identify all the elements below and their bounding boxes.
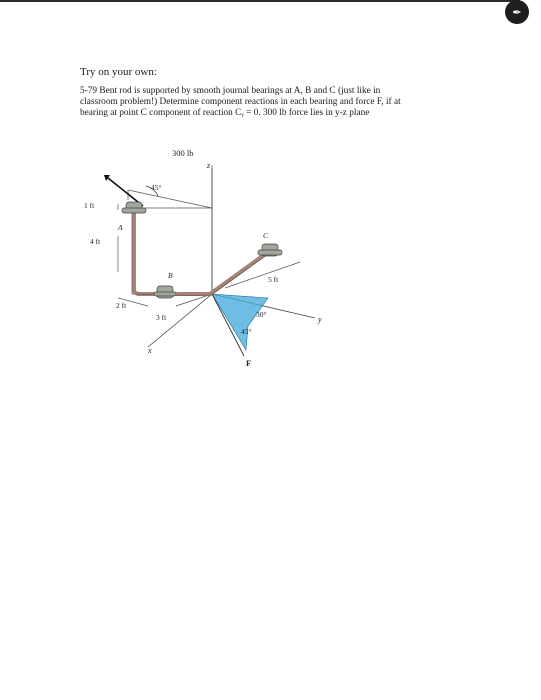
bearing-c — [258, 244, 282, 256]
dim-4ft-label: 4 ft — [90, 237, 101, 246]
y-axis-label: y — [318, 315, 322, 324]
z-axis-label: z — [207, 161, 211, 170]
bearing-b — [154, 286, 176, 298]
dim-3ft-label: 3 ft — [156, 313, 167, 322]
dim-1ft-label: 1 ft — [84, 201, 95, 210]
point-a-label: A — [118, 223, 123, 232]
point-b-label: B — [168, 271, 173, 280]
problem-line: bearing at point C component of reaction Cᵧ = 0. 300 lb force lies in y-z plane — [80, 108, 370, 119]
force-f-label: F — [246, 358, 252, 368]
angle-30-label: 30° — [256, 310, 267, 319]
angle-45-f-label: 45° — [241, 327, 252, 336]
bent-rod — [134, 210, 268, 294]
guide-lines — [118, 165, 300, 306]
dim-5ft-label: 5 ft — [268, 275, 279, 284]
point-c-label: C — [263, 231, 269, 240]
angle-force-label: 45° — [151, 183, 162, 192]
force-label: 300 lb — [172, 148, 194, 158]
force-plane — [212, 294, 268, 350]
problem-line: 5-79 Bent rod is supported by smooth journal bearings at A, B and C (just like in — [80, 86, 381, 96]
heading: Try on your own: — [80, 66, 157, 78]
x-axis-label: x — [148, 346, 152, 355]
dim-2ft-label: 2 ft — [116, 301, 127, 310]
bent-rod-outline — [132, 210, 268, 296]
problem-line: classroom problem!) Determine component reactions in each bearing and force F, if at — [80, 97, 401, 108]
pen-nib-icon[interactable]: ✒ — [505, 0, 529, 24]
bearing-a — [122, 202, 146, 213]
